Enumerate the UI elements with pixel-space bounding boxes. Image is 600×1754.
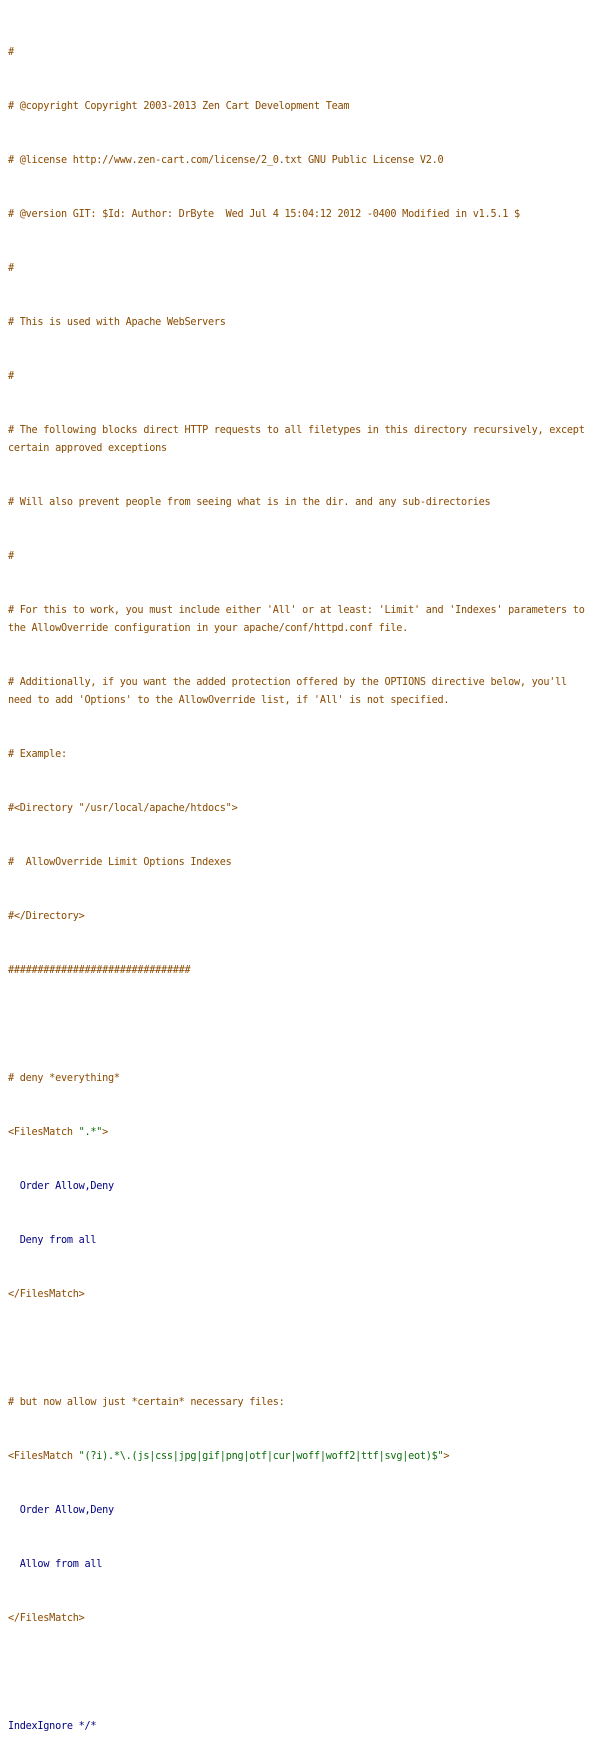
code-line-options-note: # Additionally, if you want the added protection offered by the OPTIONS directive below, you'll need to add 'Options' to the AllowOverride list, if 'All' is not specified. <box>8 677 573 706</box>
code-line-filesmatch-close-2: </FilesMatch> <box>8 1613 85 1624</box>
code-line-prevent-note: # Will also prevent people from seeing what is in the dir. and any sub-directories <box>8 497 491 508</box>
code-line-comment: # <box>8 263 14 274</box>
code-line-indexignore: IndexIgnore */* <box>8 1721 97 1732</box>
code-line-directory-close: #</Directory> <box>8 911 85 922</box>
code-line-comment: # <box>8 47 14 58</box>
code-line-blank <box>8 1664 594 1682</box>
code-line-order: Order Allow,Deny <box>8 1181 114 1192</box>
code-line-allow-comment: # but now allow just *certain* necessary files: <box>8 1397 285 1408</box>
code-line-filesmatch-close: </FilesMatch> <box>8 1289 85 1300</box>
code-line-blank <box>8 1340 594 1358</box>
code-line-copyright: # @copyright Copyright 2003-2013 Zen Cart Development Team <box>8 101 350 112</box>
code-line-version: # @version GIT: $Id: Author: DrByte Wed Jul 4 15:04:12 2012 -0400 Modified in v1.5.1 $ <box>8 209 520 220</box>
code-line-directory-open: #<Directory "/usr/local/apache/htdocs"> <box>8 803 238 814</box>
code-line-license: # @license http://www.zen-cart.com/license/2_0.txt GNU Public License V2.0 <box>8 155 444 166</box>
code-line-filesmatch-open-2 <box>8 1448 594 1466</box>
filesmatch-pattern: "(?i).*\.(js|css|jpg|gif|png|otf|cur|woff|woff2|ttf|svg|eot)$" <box>78 1451 444 1462</box>
filesmatch-pattern: ".*" <box>78 1127 103 1138</box>
filesmatch-tag: <FilesMatch <box>8 1451 79 1462</box>
code-line-comment: # <box>8 371 14 382</box>
code-line-order-2: Order Allow,Deny <box>8 1505 114 1516</box>
code-line-allow: Allow from all <box>8 1559 103 1570</box>
code-line-blank <box>8 1016 594 1034</box>
code-line-comment: # <box>8 551 14 562</box>
code-line-separator: ############################### <box>8 965 191 976</box>
code-line-example: # Example: <box>8 749 67 760</box>
code-line-allowoverride-note: # For this to work, you must include either 'All' or at least: 'Limit' and 'Indexes' parameters to the AllowOverride configuration in your apache/conf/httpd.conf file. <box>8 605 591 634</box>
code-line-blocks-note: # The following blocks direct HTTP requests to all filetypes in this directory recursively, except certain approved exceptions <box>8 425 591 454</box>
code-line-filesmatch-open <box>8 1124 594 1142</box>
filesmatch-tag-end: > <box>102 1127 109 1138</box>
code-line-directory-body: # AllowOverride Limit Options Indexes <box>8 857 232 868</box>
code-line-deny: Deny from all <box>8 1235 97 1246</box>
filesmatch-tag: <FilesMatch <box>8 1127 79 1138</box>
filesmatch-tag-end: > <box>443 1451 450 1462</box>
htaccess-code-view <box>8 8 594 1754</box>
code-line-deny-comment: # deny *everything* <box>8 1073 120 1084</box>
code-line-apache-note: # This is used with Apache WebServers <box>8 317 226 328</box>
